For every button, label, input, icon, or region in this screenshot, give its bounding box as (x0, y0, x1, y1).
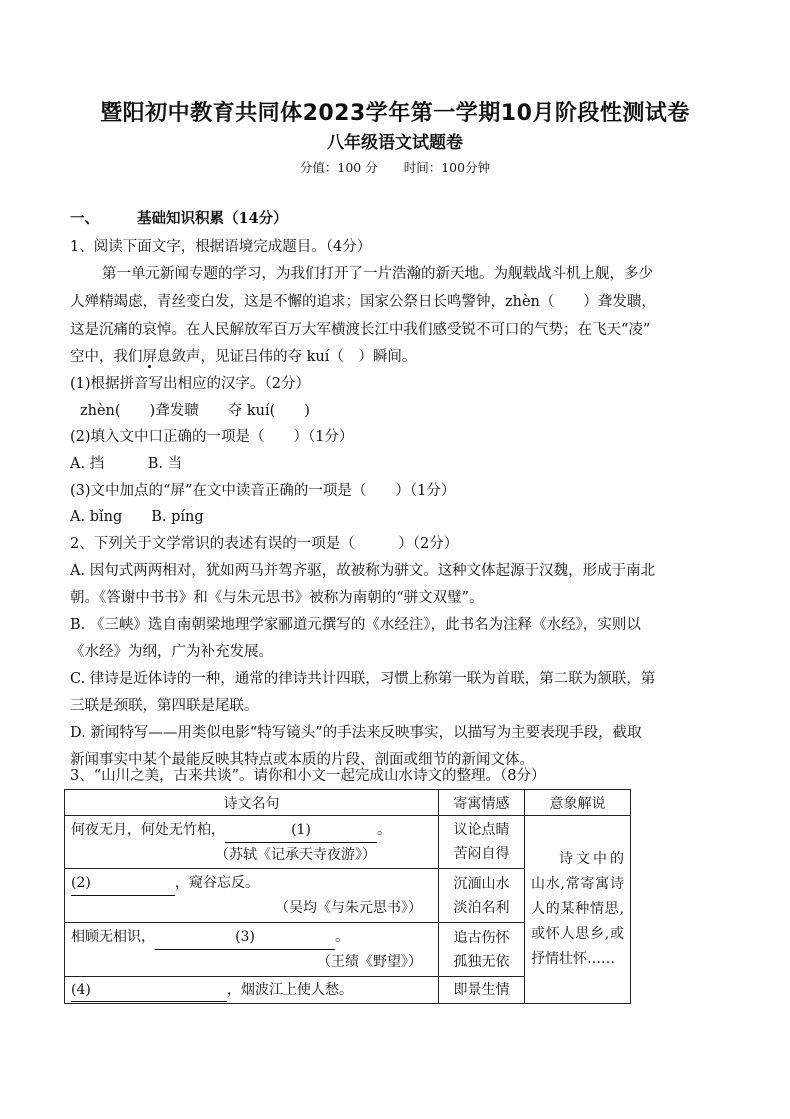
answer-blank-4[interactable]: (4) (71, 979, 227, 1002)
header-cell-imagery: 意象解说 (525, 790, 631, 816)
section-number: 一、 (70, 210, 99, 227)
poem-table (64, 789, 631, 1004)
table-header-row (65, 790, 631, 816)
q2-stem: 2、下列关于文学常识的表述有误的一项是（ ）（2分） (70, 536, 459, 552)
imagery-cell (525, 816, 631, 1004)
exam-subtitle: 八年级语文试题卷 (327, 133, 463, 153)
verse-text: 。 (377, 821, 391, 838)
exam-title: 暨阳初中教育共同体2023学年第一学期10月阶段性测试卷 (100, 101, 690, 126)
verse-source: （王绩《野望》） (317, 954, 422, 970)
score-label: 分值：100 分 (299, 160, 378, 175)
answer-blank-2[interactable]: (2) (71, 871, 175, 896)
q2-option-a: A. 因句式两两相对，犹如两马并驾齐驱，故被称为骈文。这种文体起源于汉魏，形成于南北 (70, 563, 656, 579)
section-title: 基础知识积累（14分） (137, 210, 288, 227)
emotion-cell (439, 923, 525, 977)
emotion-cell (439, 816, 525, 869)
q2-option-c: C. 律诗是近体诗的一种，通常的律诗共计四联，习惯上称第一联为首联，第二联为颔联，第 (70, 671, 656, 687)
q1-sub3: (3)文中加点的“屏”在文中读音正确的一项是（ ）（1分） (70, 483, 456, 499)
q2-option-d-cont: 新闻事实中某个最能反映其特点或本质的片段、剖面或细节的新闻文体。 (70, 752, 534, 768)
verse-text: 何夜无月，何处无竹柏， (71, 821, 225, 838)
exam-meta (0, 158, 790, 176)
passage-text: 息敛声，见证吕伟的夺 kuí（ ）瞬间。 (157, 349, 417, 365)
verse-cell (65, 977, 439, 1004)
section-heading (70, 209, 730, 229)
verse-text: ，窥谷忘反。 (175, 875, 259, 891)
emotion-cell (439, 869, 525, 923)
table-row (65, 816, 631, 869)
verse-source: （吴均《与朱元思书》） (275, 900, 422, 916)
q1-passage-line-2: 人殚精竭虑，青丝变白发，这是不懈的追求；国家公祭日长鸣警钟，zhèn（ ）聋发聩， (70, 294, 656, 310)
q1-sub1-answer: zhèn( )聋发聩 夺 kuí( ) (80, 403, 310, 419)
verse-cell (65, 923, 439, 977)
imagery-text: 诗文中的山水,常寄寓诗人的某种情思,或怀人思乡,或抒情壮怀…… (531, 851, 624, 967)
answer-blank-3[interactable]: (3) (155, 925, 335, 950)
emotion-text: 淡泊名利 (453, 899, 510, 916)
answer-blank-1[interactable]: (1) (225, 818, 377, 843)
q1-sub3-options: A. bǐng B. píng (70, 509, 204, 525)
dotted-character: 屏 (142, 349, 157, 365)
passage-text: 空中，我们 (70, 349, 143, 365)
q2-option-c-cont: 三联是颈联，第四联是尾联。 (70, 698, 259, 714)
q2-option-a-cont: 朝。《答谢中书书》和《与朱元思书》被称为南朝的“骈文双璧”。 (70, 590, 484, 606)
q2-option-d: D. 新闻特写——用类似电影“特写镜头”的手法来反映事实，以描写为主要表现手段，截取 (70, 725, 642, 741)
emotion-text: 议论点睛 (453, 822, 510, 838)
q1-stem: 1、阅读下面文字，根据语境完成题目。（4分） (70, 239, 372, 255)
header-cell-verse: 诗文名句 (65, 790, 439, 816)
verse-text: ，烟波江上使人愁。 (227, 981, 353, 998)
q1-sub2-options: A. 挡 B. 当 (70, 456, 183, 472)
q3-stem: 3、“山川之美，古来共谈”。请你和小文一起完成山水诗文的整理。（8分） (70, 768, 546, 784)
verse-cell (65, 869, 439, 923)
emotion-cell (439, 977, 525, 1004)
q2-option-b-cont: 《水经》为纲，广为补充发展。 (70, 644, 273, 660)
emotion-text: 苦闷自得 (453, 846, 510, 862)
q1-sub1: (1)根据拼音写出相应的汉字。（2分） (70, 376, 311, 392)
header-cell-emotion: 寄寓情感 (439, 790, 525, 816)
q1-passage-line-4 (70, 347, 730, 367)
time-label: 时间：100分钟 (403, 160, 491, 175)
verse-text: 。 (335, 929, 349, 945)
q1-sub2: (2)填入文中口正确的一项是（ ）（1分） (70, 429, 354, 445)
q2-option-b: B. 《三峡》选自南朝梁地理学家郦道元撰写的《水经注》，此书名为注释《水经》，实则以 (70, 617, 641, 633)
emotion-text: 孤独无依 (453, 953, 510, 970)
verse-source: （苏轼《记承天寺夜游》） (215, 846, 376, 863)
verse-text: 相顾无相识， (71, 929, 155, 945)
q1-passage-line-1: 第一单元新闻专题的学习，为我们打开了一片浩瀚的新天地。为舰载战斗机上舰，多少 (102, 266, 653, 282)
emotion-text: 即景生情 (453, 982, 510, 998)
emotion-text: 沉湎山水 (453, 875, 510, 892)
emotion-text: 追古伤怀 (453, 929, 510, 946)
verse-cell (65, 816, 439, 869)
q1-passage-line-3: 这是沉痛的哀悼。在人民解放军百万大军横渡长江中我们感受锐不可口的气势；在飞天“凌” (70, 322, 651, 338)
